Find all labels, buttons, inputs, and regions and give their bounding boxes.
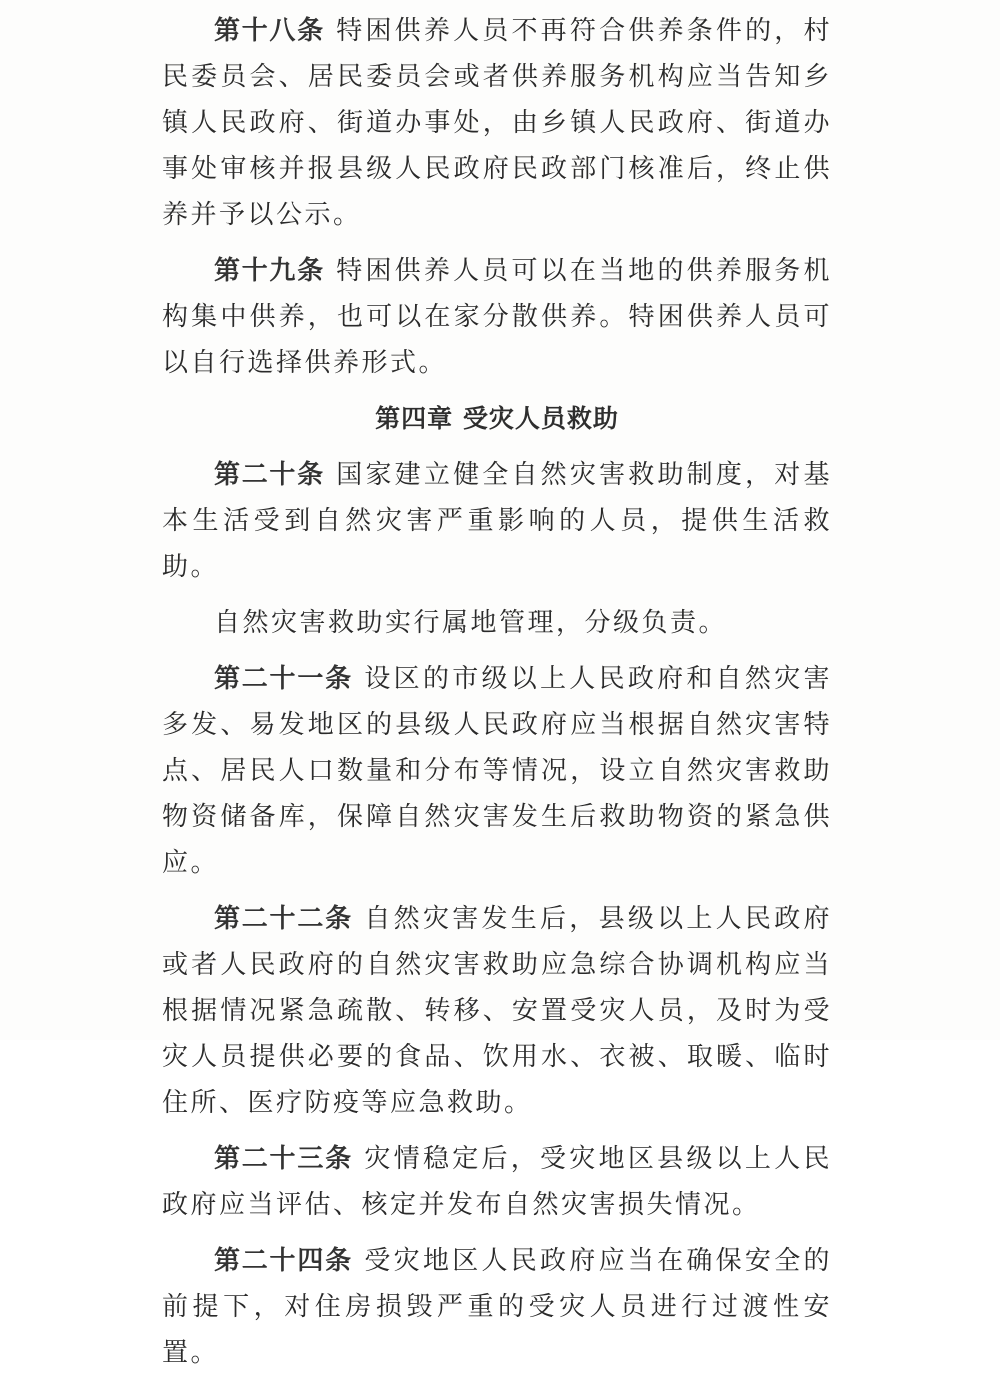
article-24 bbox=[162, 1238, 832, 1376]
article-text: 灾情稳定后，受灾地区县级以上人民政府应当评估、核定并发布自然灾害损失情况。 bbox=[162, 1144, 832, 1220]
article-text: 特困供养人员不再符合供养条件的，村民委员会、居民委员会或者供养服务机构应当告知乡镇人民政府、街道办事处，由乡镇人民政府、街道办事处审核并报县级人民政府民政部门核准后，终止供养并予以公示。 bbox=[162, 16, 832, 230]
article-19 bbox=[162, 248, 832, 386]
article-title: 第十九条 bbox=[214, 256, 325, 286]
article-23 bbox=[162, 1136, 832, 1228]
article-20 bbox=[162, 452, 832, 590]
paragraph: 自然灾害救助实行属地管理，分级负责。 bbox=[214, 608, 728, 638]
document-body bbox=[162, 8, 832, 1386]
article-text: 自然灾害发生后，县级以上人民政府或者人民政府的自然灾害救助应急综合协调机构应当根据情况紧急疏散、转移、安置受灾人员，及时为受灾人员提供必要的食品、饮用水、衣被、取暖、临时住所、医疗防疫等应急救助。 bbox=[162, 904, 832, 1118]
article-text: 设区的市级以上人民政府和自然灾害多发、易发地区的县级人民政府应当根据自然灾害特点、居民人口数量和分布等情况，设立自然灾害救助物资储备库，保障自然灾害发生后救助物资的紧急供应。 bbox=[162, 664, 832, 878]
article-21 bbox=[162, 656, 832, 886]
article-text: 受灾地区人民政府应当在确保安全的前提下，对住房损毁严重的受灾人员进行过渡性安置。 bbox=[162, 1246, 832, 1368]
article-text: 特困供养人员可以在当地的供养服务机构集中供养，也可以在家分散供养。特困供养人员可以自行选择供养形式。 bbox=[162, 256, 832, 378]
article-title: 第二十一条 bbox=[214, 664, 353, 694]
article-title: 第二十二条 bbox=[214, 904, 353, 934]
article-22 bbox=[162, 896, 832, 1126]
article-title: 第二十条 bbox=[214, 460, 325, 490]
article-text: 国家建立健全自然灾害救助制度，对基本生活受到自然灾害严重影响的人员，提供生活救助。 bbox=[162, 460, 832, 582]
article-title: 第二十四条 bbox=[214, 1246, 353, 1276]
article-title: 第二十三条 bbox=[214, 1144, 353, 1174]
article-title: 第十八条 bbox=[214, 16, 325, 46]
chapter-heading: 第四章 受灾人员救助 bbox=[375, 404, 619, 433]
article-18 bbox=[162, 8, 832, 238]
